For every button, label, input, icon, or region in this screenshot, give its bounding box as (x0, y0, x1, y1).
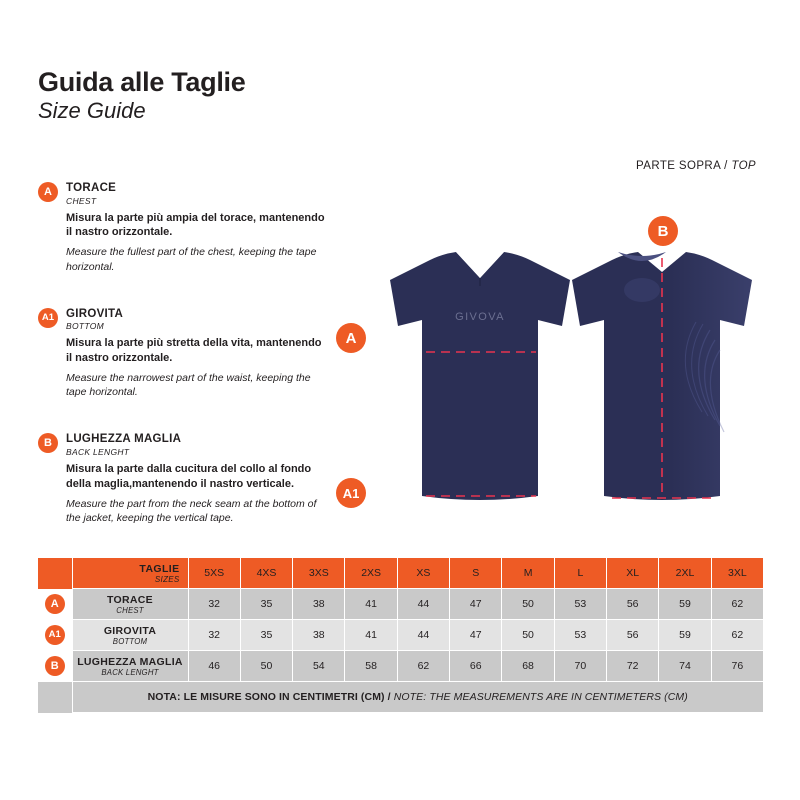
cell-back-length-xs: 62 (397, 651, 449, 682)
legend-list (38, 182, 328, 541)
cell-chest-5xs: 32 (188, 589, 240, 620)
top-view-label-sep: / (720, 160, 732, 172)
legend-text-chest-en: Measure the fullest part of the chest, keeping the tape horizontal. (66, 246, 317, 273)
page-title-block (38, 68, 245, 125)
legend-title-back-length-it: LUGHEZZA MAGLIA (66, 433, 182, 446)
header-sizes-label (72, 558, 188, 589)
row-label-bottom-en: BOTTOM (112, 636, 148, 646)
legend-title-back-length-en: BACK LENGHT (66, 446, 130, 457)
size-header-3xs: 3XS (293, 558, 345, 589)
cell-back-length-4xs: 50 (240, 651, 292, 682)
cell-back-length-l: 70 (554, 651, 606, 682)
shirt-front (390, 252, 570, 500)
cell-chest-3xl: 62 (711, 589, 763, 620)
legend-item-chest (38, 182, 328, 274)
cell-chest-3xs: 38 (293, 589, 345, 620)
legend-text-back-length-it: Misura la parte dalla cucitura del collo al fondo della maglia,mantenendo il nastro verticale. (66, 462, 312, 490)
cell-bottom-3xl: 62 (711, 620, 763, 651)
cell-back-length-s: 66 (450, 651, 502, 682)
row-label-chest-en: CHEST (116, 605, 144, 615)
legend-text-bottom-it: Misura la parte più stretta della vita, mantenendo il nastro orizzontale. (66, 337, 322, 365)
page-title: Guida alle Taglie (38, 67, 246, 97)
table-note-row (38, 682, 764, 713)
cell-bottom-s: 47 (450, 620, 502, 651)
legend-item-bottom (38, 308, 328, 400)
table-header-row (38, 558, 764, 589)
row-label-chest (72, 589, 188, 620)
size-header-m: M (502, 558, 554, 589)
table-note-it: NOTA: LE MISURE SONO IN CENTIMETRI (CM) (147, 691, 385, 703)
table-row (38, 651, 764, 682)
size-header-xl: XL (607, 558, 659, 589)
row-label-bottom (72, 620, 188, 651)
cell-chest-m: 50 (502, 589, 554, 620)
row-label-bottom-it: GIROVITA (103, 624, 157, 637)
size-header-xs: XS (397, 558, 449, 589)
top-view-label-it: PARTE SOPRA (636, 160, 721, 172)
page-subtitle: Size Guide (38, 98, 146, 124)
size-header-3xl: 3XL (711, 558, 763, 589)
cell-bottom-2xl: 59 (659, 620, 711, 651)
size-header-l: L (554, 558, 606, 589)
table-row (38, 589, 764, 620)
cell-bottom-m: 50 (502, 620, 554, 651)
size-header-s: S (450, 558, 502, 589)
size-header-2xs: 2XS (345, 558, 397, 589)
header-sizes-label-it: TAGLIE (139, 562, 180, 575)
marker-a1: A1 (336, 478, 366, 508)
shirt-illustration (330, 180, 770, 540)
cell-back-length-m: 68 (502, 651, 554, 682)
legend-text-chest-it: Misura la parte più ampia del torace, mantenendo il nastro orizzontale. (66, 211, 325, 239)
cell-chest-xl: 56 (607, 589, 659, 620)
row-badge-b: B (45, 656, 65, 676)
cell-chest-xs: 44 (397, 589, 449, 620)
legend-title-chest-en: CHEST (66, 195, 97, 206)
row-badge-a1: A1 (45, 625, 65, 645)
legend-badge-b: B (38, 433, 58, 453)
size-table (38, 557, 764, 713)
marker-b: B (648, 216, 678, 246)
legend-text-bottom-en: Measure the narrowest part of the waist, keeping the tape horizontal. (66, 372, 311, 399)
legend-title-chest-it: TORACE (66, 182, 117, 194)
shirt-illustration-svg (330, 180, 770, 540)
cell-bottom-l: 53 (554, 620, 606, 651)
table-note-en: NOTE: THE MEASUREMENTS ARE IN CENTIMETERS (CM) (393, 691, 688, 703)
cell-bottom-2xs: 41 (345, 620, 397, 651)
legend-item-back-length (38, 433, 328, 525)
legend-title-bottom-it: GIROVITA (66, 307, 124, 320)
cell-bottom-4xs: 35 (240, 620, 292, 651)
size-header-2xl: 2XL (659, 558, 711, 589)
cell-back-length-5xs: 46 (188, 651, 240, 682)
table-row (38, 620, 764, 651)
row-badge-a: A (45, 594, 65, 614)
cell-chest-2xl: 59 (659, 589, 711, 620)
cell-back-length-3xs: 54 (293, 651, 345, 682)
legend-text-back-length-en: Measure the part from the neck seam at the bottom of the jacket, keeping the vertical tape. (66, 497, 317, 524)
cell-back-length-3xl: 76 (711, 651, 763, 682)
legend-title-bottom-en: BOTTOM (66, 321, 105, 332)
note-badge-cell (38, 682, 72, 713)
cell-back-length-2xs: 58 (345, 651, 397, 682)
size-header-4xs: 4XS (240, 558, 292, 589)
cell-bottom-xl: 56 (607, 620, 659, 651)
size-table-wrapper (38, 557, 764, 713)
legend-badge-a: A (38, 182, 58, 202)
row-label-back-length (72, 651, 188, 682)
row-badge-a-cell (38, 589, 72, 620)
legend-badge-a1: A1 (38, 308, 58, 328)
table-note-sep: / (384, 691, 394, 703)
cell-chest-l: 53 (554, 589, 606, 620)
cell-bottom-3xs: 38 (293, 620, 345, 651)
row-badge-b-cell (38, 651, 72, 682)
table-note (72, 682, 764, 713)
shirt-brand-front: GIVOVA (455, 311, 505, 323)
top-view-label-en: TOP (731, 160, 756, 172)
cell-chest-2xs: 41 (345, 589, 397, 620)
cell-chest-4xs: 35 (240, 589, 292, 620)
top-view-label (636, 160, 756, 172)
row-label-back-length-en: BACK LENGHT (101, 667, 159, 677)
cell-bottom-5xs: 32 (188, 620, 240, 651)
row-label-chest-it: TORACE (107, 593, 153, 606)
header-sizes-label-en: SIZES (154, 574, 180, 584)
header-badge-cell (38, 558, 72, 589)
size-header-5xs: 5XS (188, 558, 240, 589)
marker-a: A (336, 323, 366, 353)
cell-back-length-xl: 72 (607, 651, 659, 682)
cell-chest-s: 47 (450, 589, 502, 620)
row-label-back-length-it: LUGHEZZA MAGLIA (77, 655, 183, 668)
cell-bottom-xs: 44 (397, 620, 449, 651)
row-badge-a1-cell (38, 620, 72, 651)
cell-back-length-2xl: 74 (659, 651, 711, 682)
